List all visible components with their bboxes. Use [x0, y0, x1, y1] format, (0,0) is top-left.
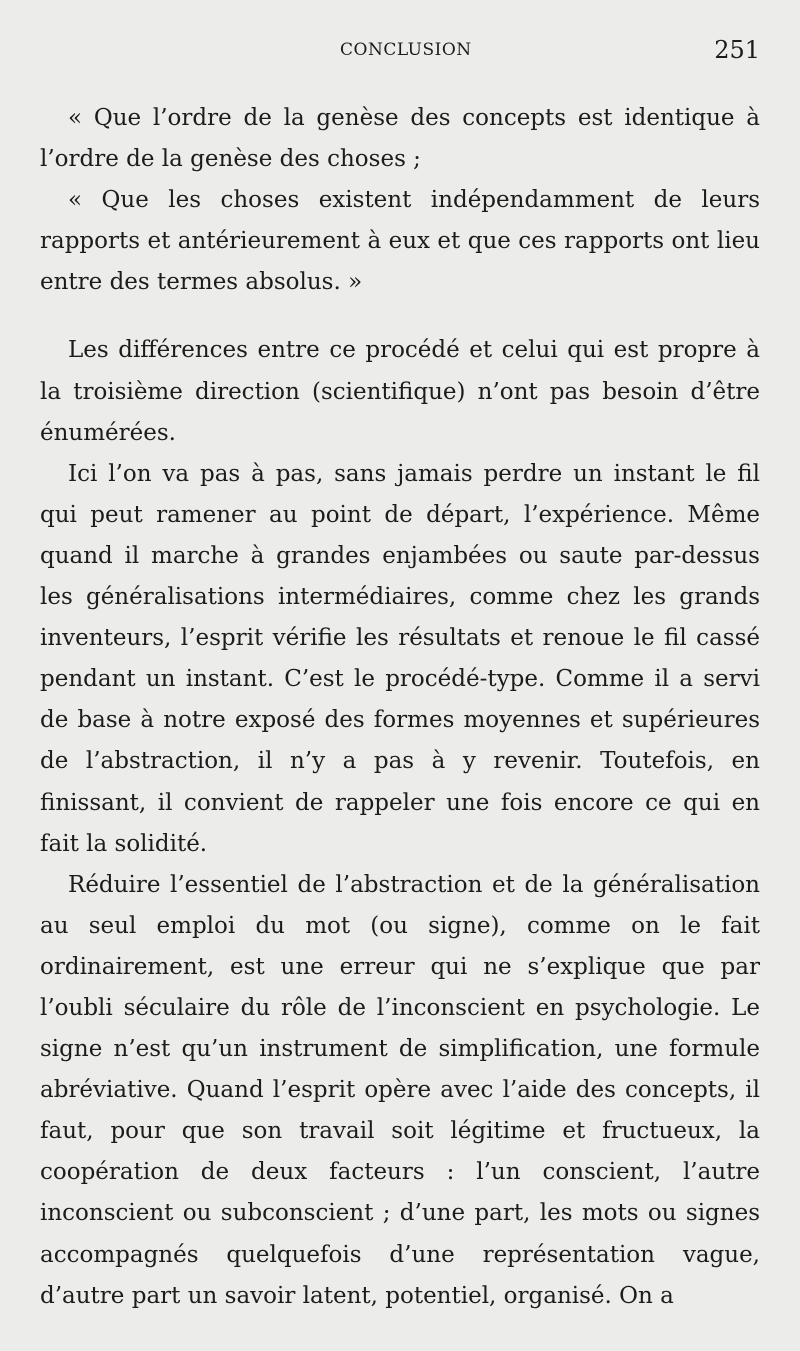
quote-paragraph: « Que les choses existent indépendamment de leurs rapports et antérieurement à eux et que ces rapports ont lieu entre des termes absolus. »	[40, 187, 760, 296]
running-head	[0, 36, 800, 64]
running-title: CONCLUSION	[340, 40, 472, 60]
body-text	[40, 98, 760, 1317]
body-paragraph: Ici l’on va pas à pas, sans jamais perdre un instant le fil qui peut ramener au point de départ, l’expérience. Même quand il marche à grandes enjambées ou saute par-dessus les généralisations intermédiaires, comme chez les grands inventeurs, l’esprit vérifie les résultats et renoue le fil cassé pendant un instant. C’est le procédé-type. Comme il a servi de base à notre exposé des formes moyennes et supérieures de l’abstraction, il n’y a pas à y revenir. Toutefois, en finissant, il convient de rappeler une fois encore ce qui en fait la solidité.	[40, 460, 760, 857]
body-paragraph: Les différences entre ce procédé et celui qui est propre à la troisième direction (scientifique) n’ont pas besoin d’être énumérées.	[40, 337, 760, 446]
page-number: 251	[714, 36, 760, 64]
body-paragraph: Réduire l’essentiel de l’abstraction et de la généralisation au seul emploi du mot (ou signe), comme on le fait ordinairement, est une erreur qui ne s’explique que par l’oubli séculaire du rôle de l’inconscient en psychologie. Le signe n’est qu’un instrument de simplification, une formule abréviative. Quand l’esprit opère avec l’aide des concepts, il faut, pour que son travail soit légitime et fructueux, la coopération de deux facteurs : l’un conscient, l’autre inconscient ou subconscient ; d’une part, les mots ou signes accompagnés quelquefois d’une représentation vague, d’autre part un savoir latent, potentiel, organisé. On a	[40, 871, 760, 1309]
quote-paragraph: « Que l’ordre de la genèse des concepts est identique à l’ordre de la genèse des choses ;	[40, 105, 760, 173]
